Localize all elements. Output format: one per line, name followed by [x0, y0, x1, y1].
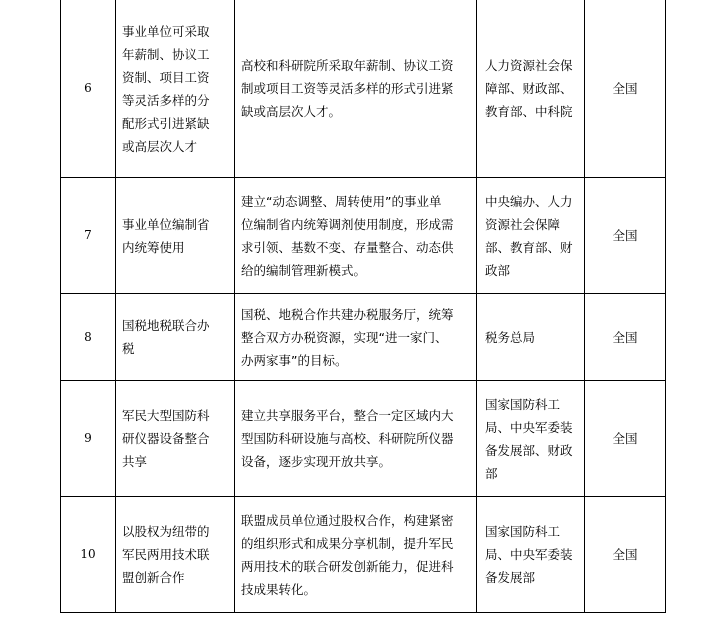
row-number: 7 [61, 178, 116, 294]
measure-name [116, 0, 235, 178]
table-row [61, 0, 666, 178]
cell-text-line: 备发展部、财政 [485, 442, 573, 458]
cell-text-line: 国税地税联合办 [122, 318, 210, 333]
cell-text-line: 两用技术的联合研发创新能力，促进科 [241, 558, 454, 574]
cell-text-line: 内统筹使用 [122, 239, 185, 255]
cell-text-line: 配形式引进紧缺 [122, 115, 210, 131]
cell-text-line: 的组织形式和成果分享机制，提升军民 [241, 535, 454, 551]
measure-name [116, 497, 235, 613]
scope-cell: 全国 [585, 178, 666, 294]
cell-text-line: 或高层次人才 [122, 138, 198, 154]
cell-text-line: 制或项目工资等灵活多样的形式引进紧 [241, 81, 454, 96]
cell-text-line: 税务总局 [485, 329, 536, 345]
cell-text-line: 障部、财政部、 [485, 81, 573, 96]
cell-text-line: 缺或高层次人才。 [241, 104, 342, 119]
scope-cell: 全国 [585, 497, 666, 613]
cell-text-line: 设备，逐步实现开放共享。 [241, 454, 392, 469]
table-body [61, 0, 666, 613]
cell-text-line: 型国防科研设施与高校、科研院所仪器 [241, 431, 454, 446]
cell-text-line: 国家国防科工 [485, 396, 561, 412]
cell-text-line: 等灵活多样的分 [122, 92, 210, 108]
table-row [61, 381, 666, 497]
cell-text-line: 共享 [122, 454, 148, 469]
row-number: 9 [61, 381, 116, 497]
cell-text-line: 政部 [485, 262, 511, 278]
measure-name [116, 178, 235, 294]
measure-description [235, 178, 477, 294]
cell-text-line: 年薪制、协议工 [122, 46, 210, 62]
cell-text-line: 高校和科研院所采取年薪制、协议工资 [241, 58, 454, 73]
row-number: 10 [61, 497, 116, 613]
cell-text-line: 中央编办、人力 [485, 193, 573, 209]
policy-table [60, 0, 666, 613]
cell-text-line: 给的编制管理新模式。 [241, 262, 367, 278]
cell-text-line: 资制、项目工资 [122, 69, 210, 85]
cell-text-line: 部、教育部、财 [485, 239, 573, 255]
cell-text-line: 人力资源社会保 [485, 58, 573, 73]
measure-description [235, 381, 477, 497]
responsible-departments [477, 381, 585, 497]
cell-text-line: 军民大型国防科 [122, 408, 210, 423]
row-number: 6 [61, 0, 116, 178]
cell-text-line: 军民两用技术联 [122, 547, 210, 562]
table-row [61, 294, 666, 381]
cell-text-line: 联盟成员单位通过股权合作，构建紧密 [241, 512, 454, 528]
measure-name [116, 381, 235, 497]
responsible-departments [477, 178, 585, 294]
cell-text-line: 技成果转化。 [241, 581, 317, 597]
table-row [61, 178, 666, 294]
scope-cell: 全国 [585, 0, 666, 178]
cell-text-line: 局、中央军委装 [485, 547, 573, 562]
measure-name [116, 294, 235, 381]
measure-description [235, 294, 477, 381]
cell-text-line: 建立共享服务平台，整合一定区域内大 [241, 408, 454, 423]
cell-text-line: 备发展部 [485, 570, 536, 585]
cell-text-line: 建立“动态调整、周转使用”的事业单 [241, 193, 442, 209]
cell-text-line: 研仪器设备整合 [122, 431, 210, 446]
cell-text-line: 资源社会保障 [485, 216, 561, 232]
cell-text-line: 部 [485, 465, 498, 481]
scope-cell: 全国 [585, 381, 666, 497]
cell-text-line: 局、中央军委装 [485, 419, 573, 435]
cell-text-line: 以股权为纽带的 [122, 524, 210, 539]
responsible-departments [477, 0, 585, 178]
measure-description [235, 0, 477, 178]
responsible-departments [477, 294, 585, 381]
scope-cell: 全国 [585, 294, 666, 381]
cell-text-line: 事业单位可采取 [122, 23, 210, 39]
cell-text-line: 事业单位编制省 [122, 216, 210, 232]
cell-text-line: 国税、地税合作共建办税服务厅，统筹 [241, 306, 454, 322]
measure-description [235, 497, 477, 613]
row-number: 8 [61, 294, 116, 381]
cell-text-line: 盟创新合作 [122, 570, 185, 585]
cell-text-line: 税 [122, 341, 135, 356]
table-row [61, 497, 666, 613]
cell-text-line: 位编制省内统筹调剂使用制度，形成需 [241, 216, 454, 232]
responsible-departments [477, 497, 585, 613]
cell-text-line: 整合双方办税资源，实现“进一家门、 [241, 329, 448, 345]
cell-text-line: 求引领、基数不变、存量整合、动态供 [241, 239, 454, 255]
cell-text-line: 国家国防科工 [485, 524, 561, 539]
cell-text-line: 教育部、中科院 [485, 104, 573, 119]
cell-text-line: 办两家事”的目标。 [241, 352, 348, 368]
